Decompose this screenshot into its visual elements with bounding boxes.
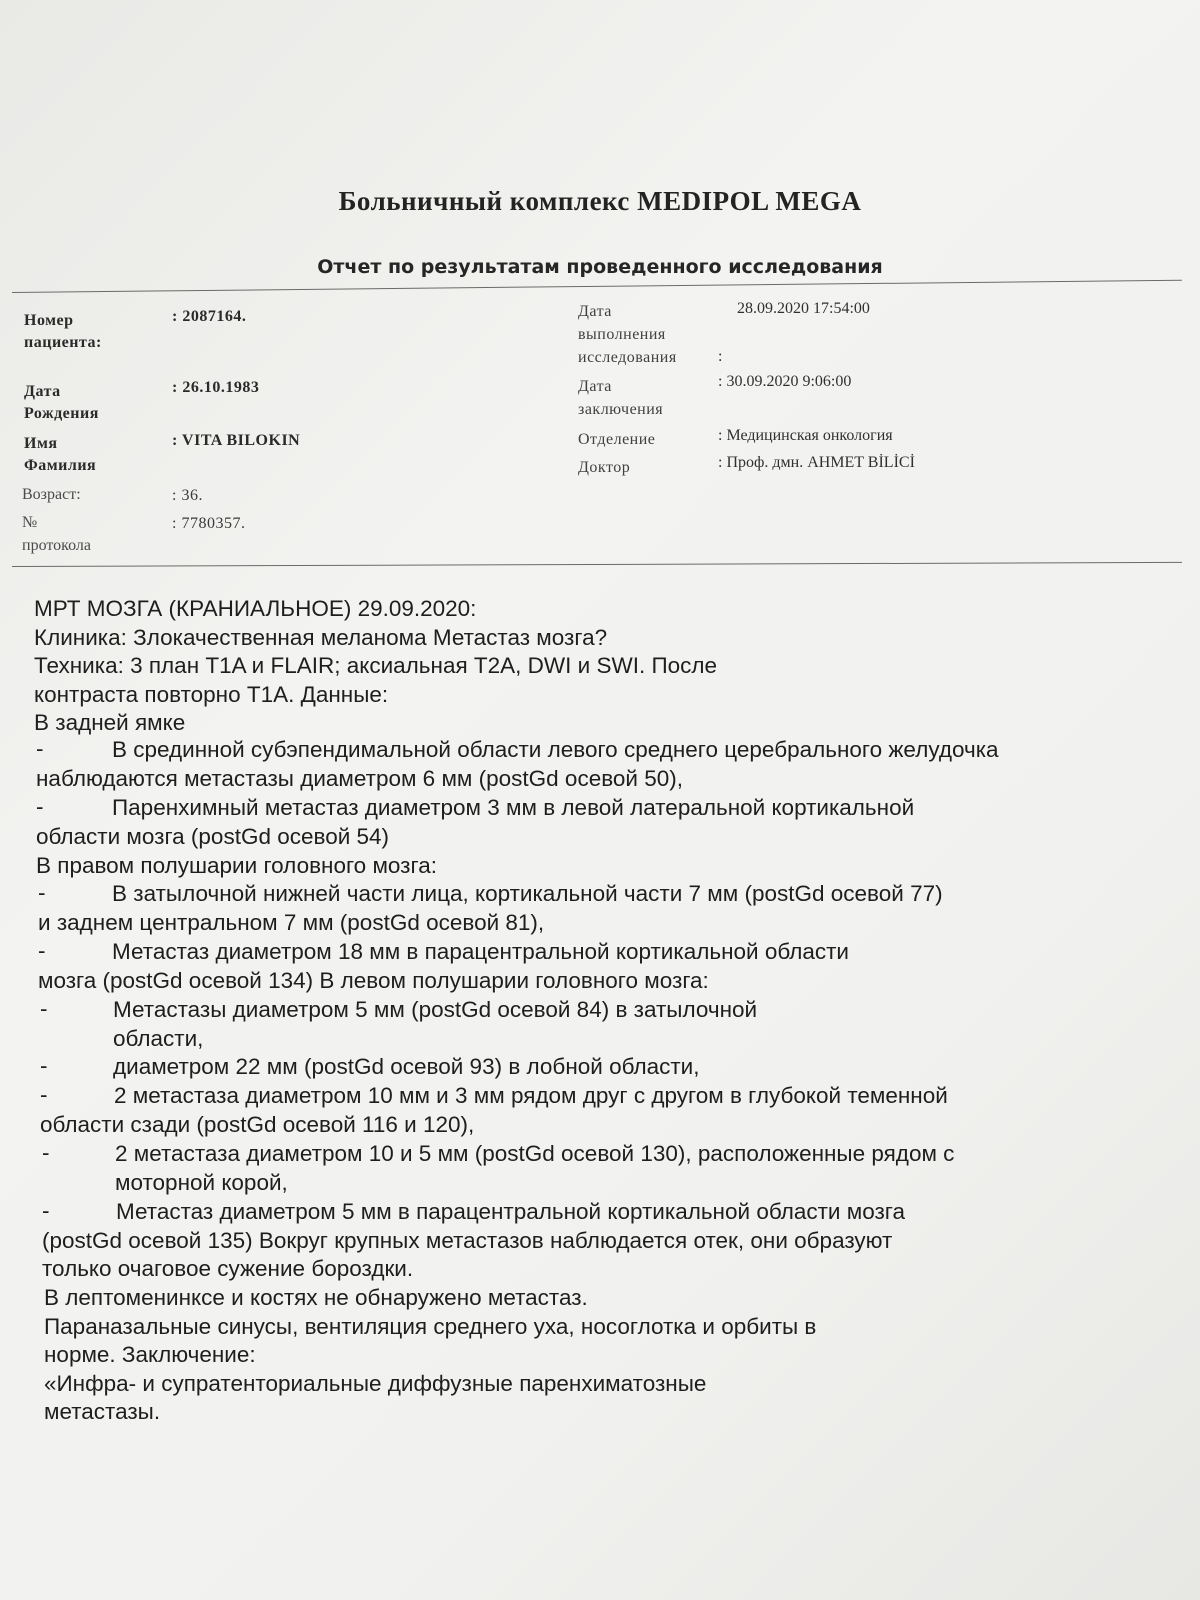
protocol-label-1: №: [22, 514, 38, 531]
report-line: области сзади (postGd осевой 116 и 120),: [40, 1112, 475, 1137]
list-dash: -: [40, 1082, 48, 1107]
department-label: Отделение: [578, 431, 656, 448]
patient-number-label-2: пациента:: [24, 334, 102, 351]
list-dash: -: [36, 736, 44, 761]
name-label-1: Имя: [24, 435, 58, 452]
bottom-divider: [12, 562, 1182, 567]
report-line: В срединной субэпендимальной области левого среднего церебрального желудочка: [112, 737, 999, 762]
report-line: Метастаз диаметром 5 мм в парацентральной кортикальной области мозга: [116, 1199, 905, 1224]
birth-date-label-2: Рождения: [24, 405, 99, 422]
report-line: Паренхимный метастаз диаметром 3 мм в левой латеральной кортикальной: [112, 795, 915, 820]
birth-date-label-1: Дата: [24, 383, 61, 400]
department-value: : Медицинская онкология: [718, 427, 893, 444]
protocol-label-2: протокола: [22, 537, 91, 554]
list-dash: -: [42, 1140, 50, 1165]
report-line: Метастаз диаметром 18 мм в парацентральной кортикальной области: [112, 939, 849, 964]
report-line: В правом полушарии головного мозга:: [36, 853, 437, 878]
report-line: и заднем центральном 7 мм (postGd осевой 81),: [38, 910, 545, 935]
conclusion-date-label-1: Дата: [578, 378, 612, 395]
report-line: 2 метастаза диаметром 10 мм и 3 мм рядом друг с другом в глубокой теменной: [114, 1083, 948, 1108]
report-line: Метастазы диаметром 5 мм (postGd осевой 84) в затылочной: [113, 997, 758, 1022]
conclusion-date-value: : 30.09.2020 9:06:00: [718, 373, 852, 390]
exam-date-value: 28.09.2020 17:54:00: [737, 300, 870, 317]
list-dash: -: [36, 794, 44, 819]
report-line: Параназальные синусы, вентиляция среднего уха, носоглотка и орбиты в: [44, 1314, 817, 1339]
report-line: наблюдаются метастазы диаметром 6 мм (postGd осевой 50),: [36, 766, 684, 791]
report-title: Отчет по результатам проведенного исследования: [317, 256, 883, 278]
report-line: метастазы.: [44, 1399, 161, 1424]
list-dash: -: [40, 1053, 48, 1078]
patient-name-value: : VITA BILOKIN: [172, 432, 301, 449]
report-line: диаметром 22 мм (postGd осевой 93) в лобной области,: [113, 1054, 700, 1079]
doctor-label: Доктор: [578, 459, 631, 476]
age-label: Возраст:: [22, 486, 81, 503]
report-line: Клиника: Злокачественная меланома Метастаз мозга?: [34, 625, 608, 650]
exam-date-label-2: выполнения: [578, 326, 666, 343]
exam-date-label-1: Дата: [578, 303, 612, 320]
report-line: моторной корой,: [115, 1170, 288, 1195]
report-line: области мозга (postGd осевой 54): [36, 824, 390, 849]
hospital-name: Больничный комплекс MEDIPOL MEGA: [338, 186, 862, 216]
report-line: области,: [113, 1026, 204, 1051]
report-line: Техника: 3 план T1A и FLAIR; аксиальная T2A, DWI и SWI. После: [34, 653, 718, 678]
list-dash: -: [38, 938, 46, 963]
report-line: 2 метастаза диаметром 10 и 5 мм (postGd осевой 130), расположенные рядом с: [115, 1141, 955, 1166]
list-dash: -: [42, 1198, 50, 1223]
doctor-value: : Проф. дмн. AHMET BİLİCİ: [718, 454, 915, 471]
report-line: В лептоменинксе и костях не обнаружено метастаз.: [44, 1285, 588, 1310]
name-label-2: Фамилия: [24, 457, 97, 474]
report-line: В затылочной нижней части лица, кортикальной части 7 мм (postGd осевой 77): [112, 881, 943, 906]
list-dash: -: [38, 880, 46, 905]
report-line: норме. Заключение:: [44, 1342, 256, 1367]
list-dash: -: [40, 996, 48, 1021]
report-line: мозга (postGd осевой 134) В левом полушарии головного мозга:: [38, 968, 709, 993]
report-line: В задней ямке: [34, 710, 186, 735]
patient-number-value: : 2087164.: [172, 308, 247, 325]
report-line: только очаговое сужение бороздки.: [42, 1256, 414, 1281]
age-value: : 36.: [172, 487, 203, 504]
exam-date-colon: :: [718, 348, 723, 365]
report-line: (postGd осевой 135) Вокруг крупных метастазов наблюдается отек, они образуют: [42, 1228, 893, 1253]
report-line: МРТ МОЗГА (КРАНИАЛЬНОЕ) 29.09.2020:: [34, 596, 477, 621]
patient-number-label-1: Номер: [24, 312, 74, 329]
protocol-number-value: : 7780357.: [172, 515, 246, 532]
report-line: «Инфра- и супратенториальные диффузные паренхиматозные: [44, 1371, 707, 1396]
report-line: контраста повторно T1A. Данные:: [34, 682, 389, 707]
exam-date-label-3: исследования: [578, 349, 677, 366]
conclusion-date-label-2: заключения: [578, 401, 664, 418]
birth-date-value: : 26.10.1983: [172, 379, 260, 396]
top-divider: [12, 280, 1182, 293]
